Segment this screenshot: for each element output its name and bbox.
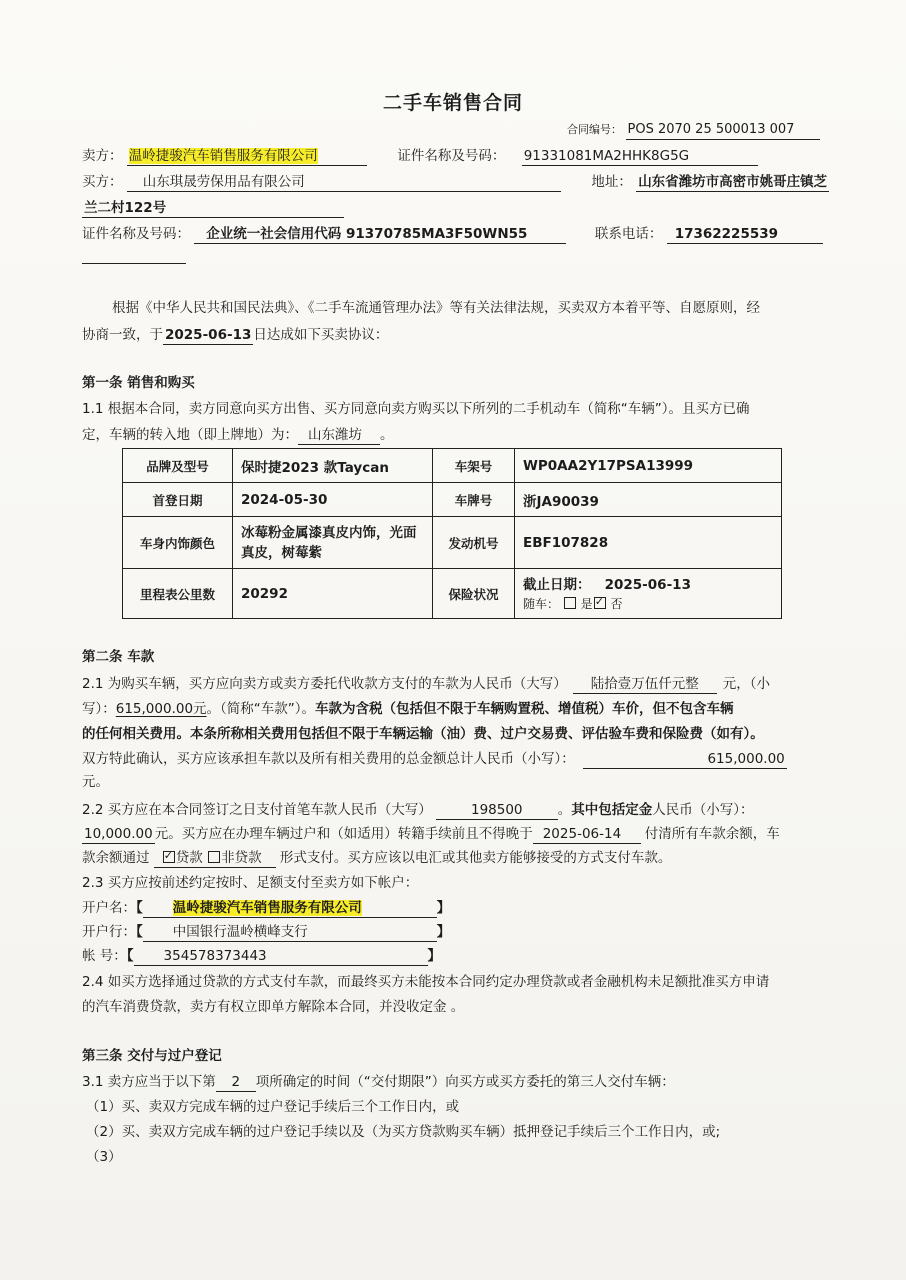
account-name: 温岭捷骏汽车销售服务有限公司 bbox=[143, 899, 437, 918]
preamble-line1: 根据《中华人民共和国民法典》、《二手车流通管理办法》等有关法律法规，买卖双方本着平等、自愿原则，经 bbox=[112, 300, 760, 316]
buyer-id-label: 证件名称及号码： bbox=[82, 226, 190, 242]
seller-id: 91331081MA2HHK8G5G bbox=[522, 147, 758, 166]
with-car-yes-checkbox[interactable] bbox=[564, 597, 576, 609]
buyer-label: 买方： bbox=[82, 174, 123, 190]
article2-p3: 2.3 买方应按前述约定按时、足额支付至卖方如下帐户： bbox=[82, 875, 419, 891]
seller-label: 卖方： bbox=[82, 148, 123, 164]
buyer-address-2: 兰二村122号 bbox=[82, 199, 344, 218]
article2-p2-line2: 10,000.00 元。买方应在办理车辆过户和（如适用）转籍手续前且不得晚于 2025-06-14 付清所有车款余额，车 bbox=[84, 826, 780, 842]
account-bank-line: 开户行：【 中国银行温岭横峰支行 】 bbox=[82, 924, 451, 940]
seller-line bbox=[82, 146, 758, 166]
article3-option2: （2）买、卖双方完成车辆的过户登记手续以及（为买方贷款购买车辆）抵押登记手续后三个工作日内，或; bbox=[86, 1124, 721, 1140]
table-row bbox=[123, 517, 782, 569]
vin-value: WP0AA2Y17PSA13999 bbox=[515, 449, 782, 483]
buyer-address-1: 山东省潍坊市高密市姚哥庄镇芝 bbox=[638, 174, 828, 190]
article3-option3: （3） bbox=[86, 1149, 122, 1165]
insurance-label: 保险状况 bbox=[433, 569, 515, 619]
insurance-value: 截止日期： 2025-06-13 随车： 是✓ 否 bbox=[515, 569, 782, 619]
article1-heading: 第一条 销售和购买 bbox=[82, 375, 195, 391]
insurance-end-date: 2025-06-13 bbox=[604, 576, 691, 593]
price-lower: 615,000.00元 bbox=[115, 701, 207, 717]
contract-number-label: 合同编号： bbox=[567, 123, 622, 136]
blank-line bbox=[82, 263, 186, 264]
first-payment: 198500 bbox=[436, 801, 558, 820]
article2-p1-line1: 2.1 为购买车辆，买方应向卖方或卖方委托代收款方支付的车款为人民币（大写） 陆拾壹万伍仟元整 元，（小 bbox=[82, 676, 771, 692]
vin-label: 车架号 bbox=[433, 449, 515, 483]
engine-label: 发动机号 bbox=[433, 517, 515, 569]
delivery-option: 2 bbox=[216, 1073, 256, 1092]
agreement-date: 2025-06-13 bbox=[165, 327, 252, 343]
deposit-amount: 10,000.00 bbox=[84, 826, 153, 842]
color-label: 车身内饰颜色 bbox=[123, 517, 233, 569]
non-loan-checkbox[interactable] bbox=[208, 851, 220, 863]
mileage-label: 里程表公里数 bbox=[123, 569, 233, 619]
engine-value: EBF107828 bbox=[515, 517, 782, 569]
article2-p1-line5: 元。 bbox=[82, 774, 109, 790]
contract-number: POS 2070 25 500013 007 bbox=[626, 121, 820, 140]
article3-p1: 3.1 卖方应当于以下第 2 项所确定的时间（“交付期限”）向买方或买方委托的第三人交付车辆： bbox=[82, 1074, 675, 1090]
seller-id-label: 证件名称及号码： bbox=[397, 148, 506, 164]
article1-p1-line1: 1.1 根据本合同，卖方同意向买方出售、买方同意向卖方购买以下所列的二手机动车（简称“车辆”）。且买方已确 bbox=[82, 401, 750, 417]
plate-label: 车牌号 bbox=[433, 483, 515, 517]
article2-p2-line3: 款余额通过 ✓ 贷款 非贷款 形式支付。买方应该以电汇或其他卖方能够接受的方式支付车款。 bbox=[82, 848, 671, 868]
plate-value: 浙JA90039 bbox=[515, 483, 782, 517]
account-name-line: 开户名：【 温岭捷骏汽车销售服务有限公司 】 bbox=[82, 900, 451, 916]
article3-heading: 第三条 交付与过户登记 bbox=[82, 1048, 222, 1064]
color-value: 冰莓粉金属漆真皮内饰，光面真皮，树莓紫 bbox=[233, 517, 433, 569]
article2-p1-line4: 双方特此确认，买方应该承担车款以及所有相关费用的总金额总计人民币（小写）： 615,000.00 bbox=[82, 751, 785, 767]
buyer-name: 山东琪晟劳保用品有限公司 bbox=[127, 173, 561, 192]
account-number-line: 帐 号：【 354578373443 】 bbox=[82, 948, 442, 964]
article3-option1: （1）买、卖双方完成车辆的过户登记手续后三个工作日内，或 bbox=[86, 1099, 460, 1115]
seller-name: 温岭捷骏汽车销售服务有限公司 bbox=[127, 147, 367, 166]
table-row bbox=[123, 483, 782, 517]
contract-number-line bbox=[567, 120, 820, 140]
price-total: 615,000.00 bbox=[583, 750, 787, 769]
with-car-no-checkbox[interactable] bbox=[594, 597, 606, 609]
buyer-id-line bbox=[82, 224, 823, 244]
registration-label: 首登日期 bbox=[123, 483, 233, 517]
buyer-address-label: 地址： bbox=[591, 174, 632, 190]
table-row bbox=[123, 449, 782, 483]
article2-heading: 第二条 车款 bbox=[82, 649, 155, 665]
page-title: 二手车销售合同 bbox=[382, 92, 523, 114]
buyer-line bbox=[82, 172, 829, 192]
model-label: 品牌及型号 bbox=[123, 449, 233, 483]
destination-place: 山东潍坊 bbox=[298, 426, 380, 445]
buyer-phone-label: 联系电话： bbox=[594, 226, 663, 242]
article2-p1-line2: 写）：615,000.00元。（简称“车款”）。车款为含税（包括但不限于车辆购置税、增值税）车价，但不包含车辆 bbox=[82, 701, 734, 717]
payment-deadline: 2025-06-14 bbox=[533, 825, 641, 844]
buyer-id: 企业统一社会信用代码 91370785MA3F50WN55 bbox=[194, 225, 566, 244]
table-row bbox=[123, 569, 782, 619]
account-bank: 中国银行温岭横峰支行 bbox=[143, 923, 437, 942]
payment-method: ✓ 贷款 非贷款 bbox=[154, 849, 276, 868]
price-upper: 陆拾壹万伍仟元整 bbox=[573, 675, 717, 694]
article2-p4-line1: 2.4 如买方选择通过贷款的方式支付车款，而最终买方未能按本合同约定办理贷款或者金融机构未足额批准买方申请 bbox=[82, 974, 770, 990]
buyer-phone: 17362225539 bbox=[667, 225, 823, 244]
preamble-line2: 协商一致，于 2025-06-13 日达成如下买卖协议： bbox=[82, 327, 389, 343]
article2-p1-line3: 的任何相关费用。本条所称相关费用包括但不限于车辆运输（油）费、过户交易费、评估验车费和保险费（如有）。 bbox=[82, 726, 764, 742]
mileage-value: 20292 bbox=[233, 569, 433, 619]
model-value: 保时捷2023 款Taycan bbox=[233, 449, 433, 483]
account-number: 354578373443 bbox=[134, 947, 428, 966]
vehicle-table bbox=[122, 448, 782, 619]
article2-p4-line2: 的汽车消费贷款，卖方有权立即单方解除本合同，并没收定金 。 bbox=[82, 999, 465, 1015]
article1-p1-line2: 定，车辆的转入地（即上牌地）为： 山东潍坊 。 bbox=[82, 427, 394, 443]
buyer-address-line2 bbox=[82, 198, 344, 218]
article2-p2-line1: 2.2 买方应在本合同签订之日支付首笔车款人民币（大写） 198500 。其中包括定金人民币（小写）： bbox=[82, 802, 754, 818]
registration-value: 2024-05-30 bbox=[233, 483, 433, 517]
loan-checkbox[interactable] bbox=[163, 851, 175, 863]
